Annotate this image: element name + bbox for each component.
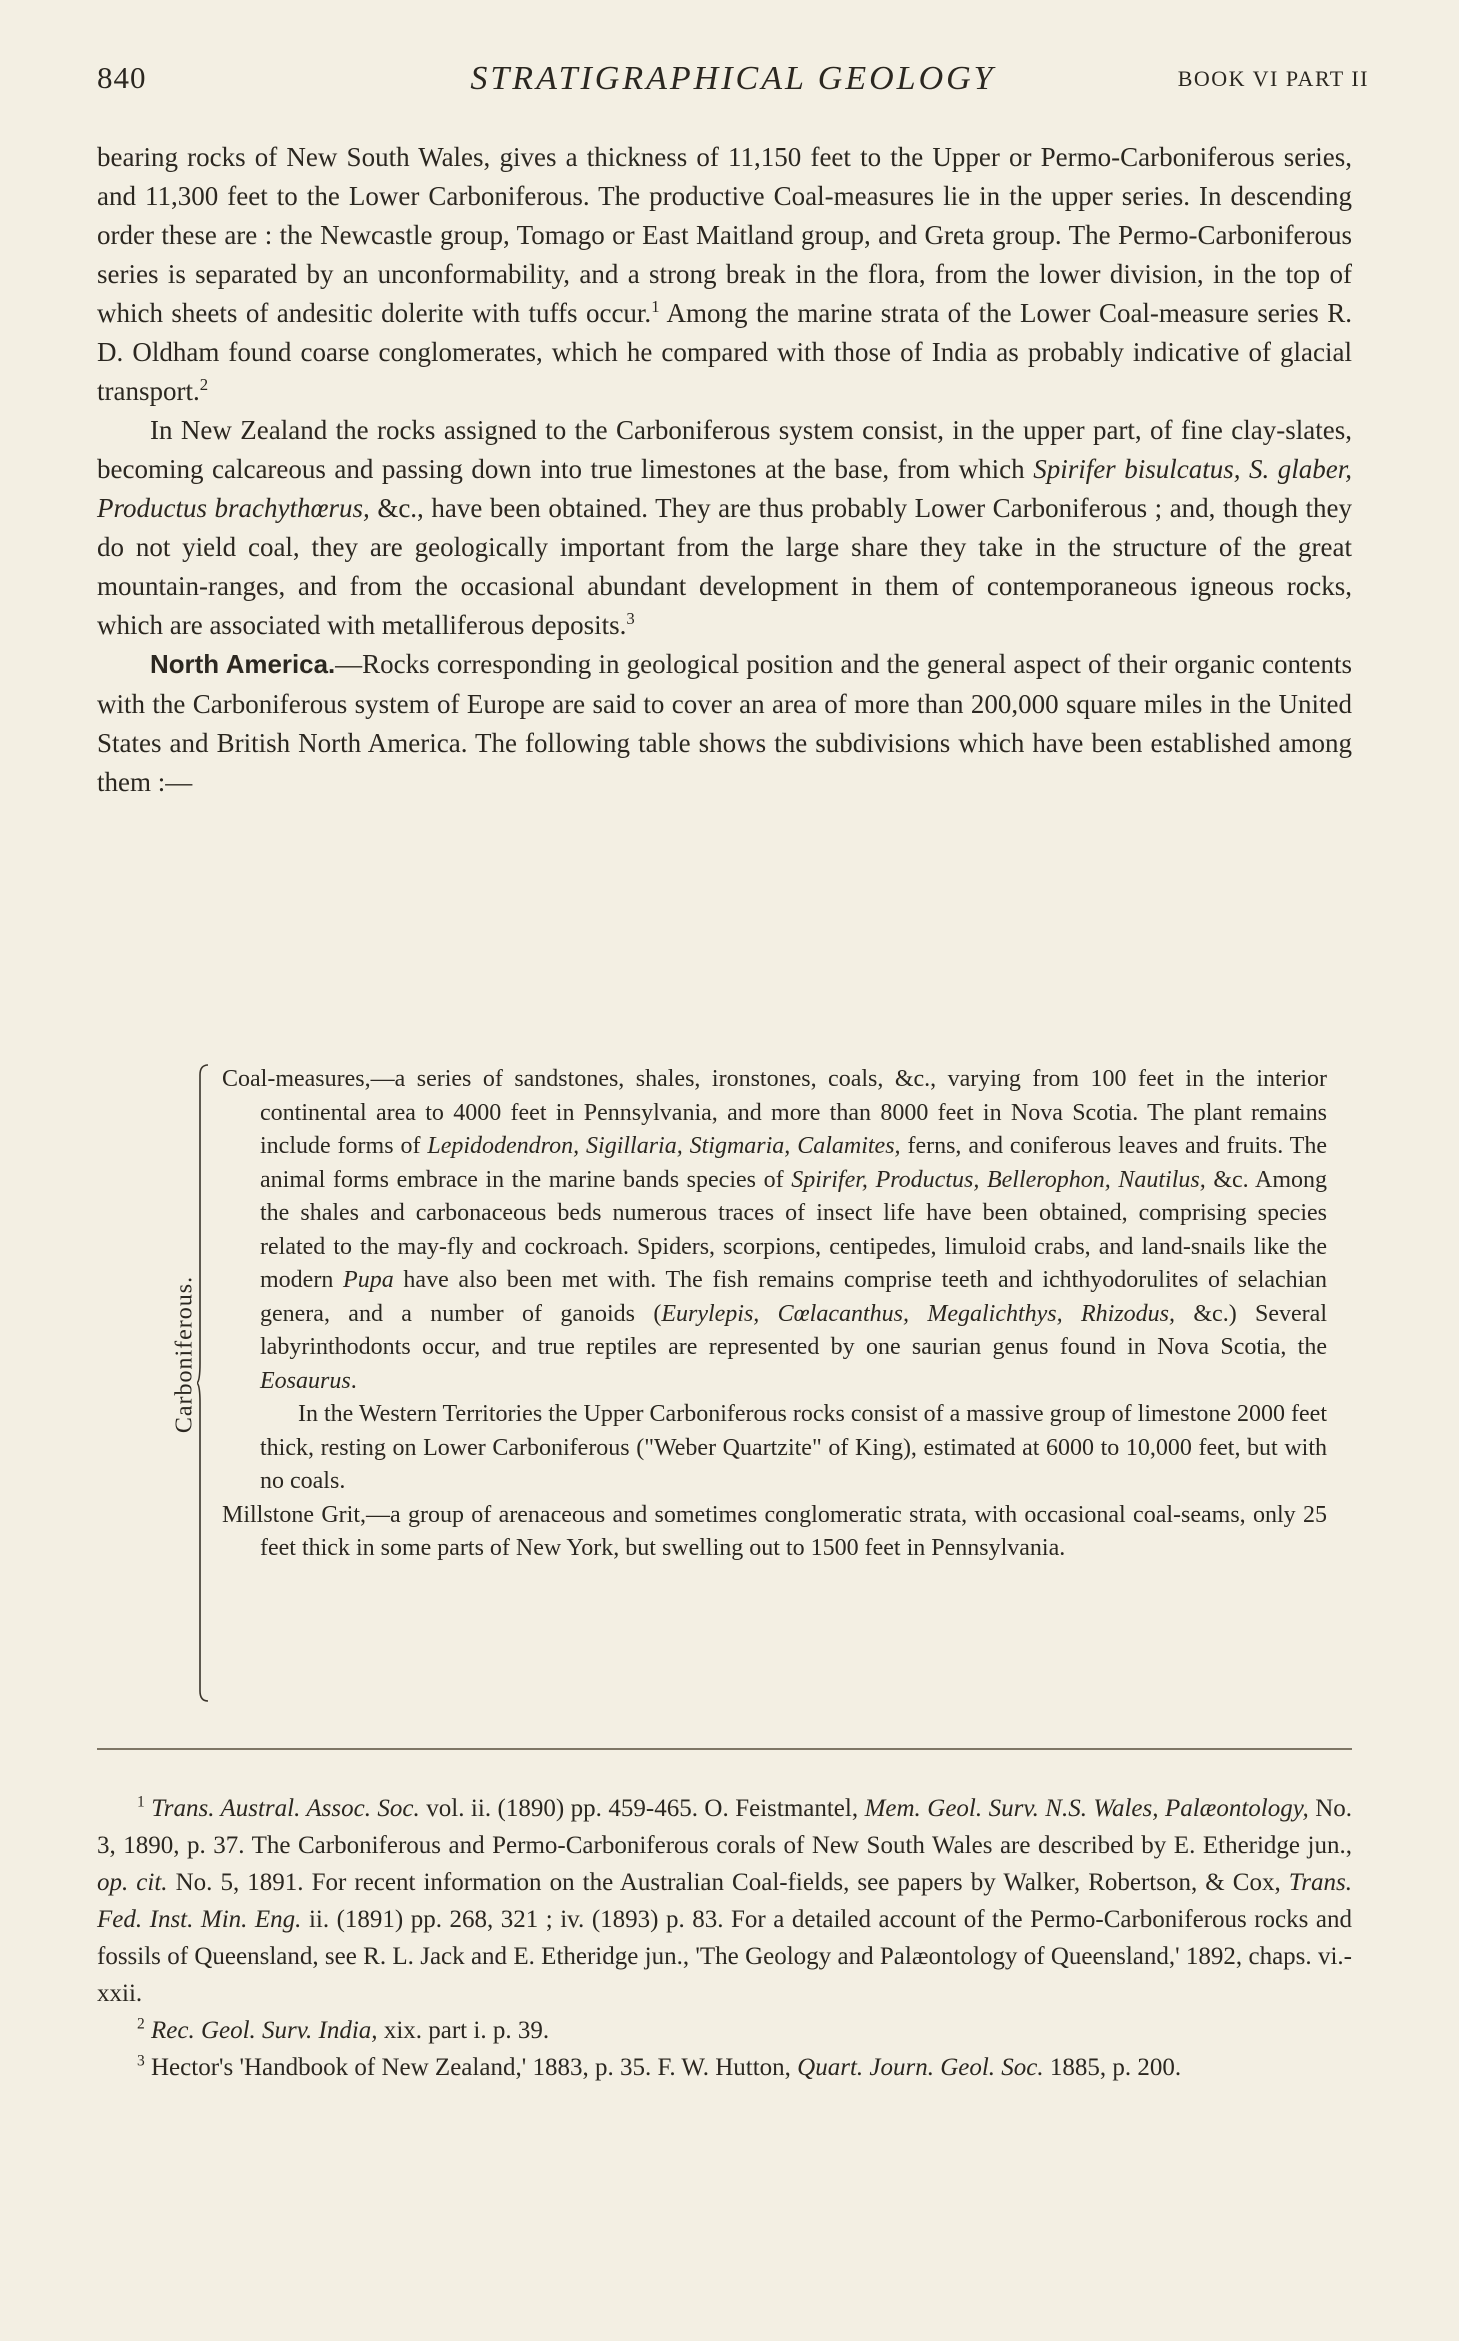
book-part-label: BOOK VI PART II (1177, 66, 1369, 91)
fossil-names: Spirifer bisulcatus, S. glaber, Productus brachythœrus, (97, 454, 1352, 523)
footnote-ref: 3 (626, 609, 635, 628)
running-head (97, 60, 1369, 104)
paragraph-new-zealand: In New Zealand the rocks assigned to the Carboniferous system consist, in the upper part, of fine clay-slates, becoming calcareous and passing down into true limestones at the base, from which Spirifer bisulcatus, S. glaber, Productus brachythœrus, &c., have been obtained. They are thus probably Lower Carboniferous ; and, though they do not yield coal, they are geologically important from the large share they take in the structure of the great mountain-ranges, and from the occasional abundant development in them of contemporaneous igneous rocks, which are associated with metalliferous deposits.$^3$ (97, 415, 1352, 640)
subdivision-table (160, 1063, 1360, 1713)
entry-coal-measures: Coal-measures,—a series of sandstones, shales, ironstones, coals, &c., varying from 100 feet in the interior continental area to 4000 feet in Pennsylvania, and more than 8000 feet in Nova Scotia. The plant remains include forms of Lepidodendron, Sigillaria, Stigmaria, Calamites, ferns, and coniferous leaves and fruits. The animal forms embrace in the marine bands species of Spirifer, Productus, Bellerophon, Nautilus, &c. Among the shales and carbonaceous beds numerous traces of insect life have been obtained, comprising species related to the may-fly and cockroach. Spiders, scorpions, centipedes, limuloid crabs, and land-snails like the modern Pupa have also been met with. The fish remains comprise teeth and ichthyodorulites of selachian genera, and a number of ganoids (Eurylepis, Cœlacanthus, Megalichthys, Rhizodus, &c.) Several labyrinthodonts occur, and true reptiles are represented by one saurian genus found in Nova Scotia, the Eosaurus. In the Western Territories the Upper Carboniferous rocks consist of a massive group of limestone 2000 feet thick, resting on Lower Carboniferous ("Weber Quartzite" of King), estimated at 6000 to 10,000 feet, but with no coals. (222, 1063, 1327, 1499)
body-text (97, 138, 1352, 802)
entry-western-territories: In the Western Territories the Upper Carboniferous rocks consist of a massive group of limestone 2000 feet thick, resting on Lower Carboniferous ("Weber Quartzite" of King), estimated at 6000 to 10,000 feet, but with no coals. (260, 1401, 1327, 1494)
footnote-3: $^3$ Hector's 'Handbook of New Zealand,' 1883, p. 35. F. W. Hutton, Quart. Journ. Geol. Soc. 1885, p. 200. (137, 2052, 1182, 2081)
system-label: Carboniferous. (171, 1275, 198, 1434)
footnote-ref: 2 (199, 375, 209, 394)
paragraph-north-america: North America.—Rocks corresponding in geological position and the general aspect of their organic contents with the Carboniferous system of Europe are said to cover an area of more than 200,000 square miles in the United States and British North America. The following table shows the subdivisions which have been established among them :— (97, 649, 1352, 797)
footnotes (97, 1790, 1352, 2086)
footnote-1: $^1$ Trans. Austral. Assoc. Soc. vol. ii. (1890) pp. 459-465. O. Feistmantel, Mem. Geol. Surv. N.S. Wales, Palæontology, No. 3, 1890, p. 37. The Carboniferous and Permo-Carboniferous corals of New South Wales are described by E. Etheridge jun., op. cit. No. 5, 1891. For recent information on the Australian Coal-fields, see papers by Walker, Robertson, & Cox, Trans. Fed. Inst. Min. Eng. ii. (1891) pp. 268, 321 ; iv. (1893) p. 83. For a detailed account of the Permo-Carboniferous rocks and fossils of Queensland, see R. L. Jack and E. Etheridge jun., 'The Geology and Palæontology of Queensland,' 1892, chaps. vi.-xxii. (97, 1793, 1352, 2007)
page-number: 840 (97, 60, 147, 95)
table-entries (222, 1063, 1327, 1566)
running-title: STRATIGRAPHICAL GEOLOGY (470, 60, 996, 97)
paragraph-new-south-wales: bearing rocks of New South Wales, gives a thickness of 11,150 feet to the Upper or Permo-Carboniferous series, and 11,300 feet to the Lower Carboniferous. The productive Coal-measures lie in the upper series. In descending order these are : the Newcastle group, Tomago or East Maitland group, and Greta group. The Permo-Carboniferous series is separated by an unconformability, and a strong break in the flora, from the lower division, in the top of which sheets of andesitic dolerite with tuffs occur.$^1$ Among the marine strata of the Lower Coal-measure series R. D. Oldham found coarse conglomerates, which he compared with those of India as probably indicative of glacial transport.$^2$ (97, 142, 1352, 406)
entry-millstone-grit: Millstone Grit,—a group of arenaceous and sometimes conglomeratic strata, with occasional coal-seams, only 25 feet thick in some parts of New York, but swelling out to 1500 feet in Pennsylvania. (222, 1501, 1327, 1561)
footnote-2: $^2$ Rec. Geol. Surv. India, xix. part i. p. 39. (137, 2015, 550, 2044)
footnote-divider (97, 1748, 1352, 1750)
footnote-ref: 1 (651, 297, 660, 316)
brace-icon (197, 1063, 209, 1703)
section-heading: North America. (150, 651, 336, 679)
